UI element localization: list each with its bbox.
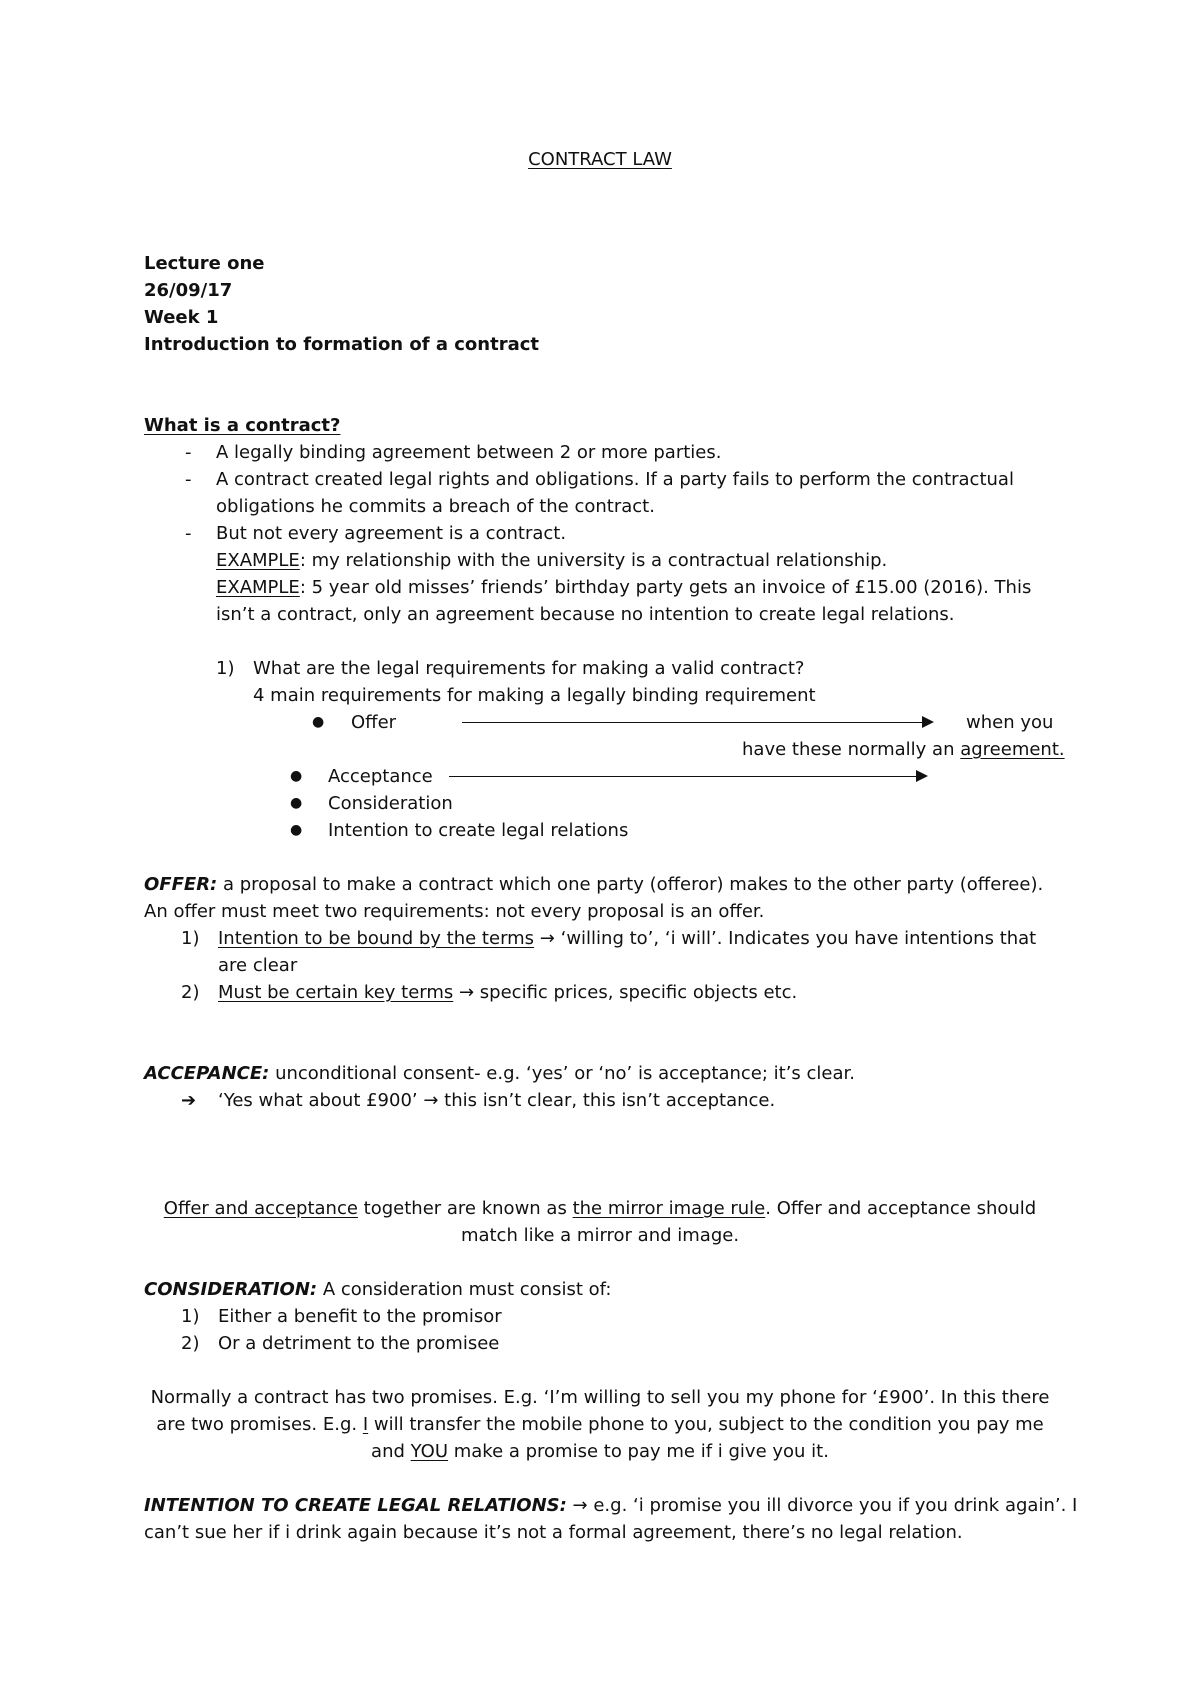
dash-bullet: - [185,442,192,463]
mirror-rule-line: Offer and acceptance together are known as the mirror image rule. Offer and acceptance should [163,1198,1037,1219]
acceptance-example: ‘Yes what about £900’ → this isn’t clear, this isn’t acceptance. [218,1090,776,1111]
requirements-note: when you [966,712,1054,733]
intention-definition: INTENTION TO CREATE LEGAL RELATIONS: → e.g. ‘i promise you ill divorce you if you drink again’. I [144,1495,1078,1516]
intention-example: can’t sue her if i drink again because it’s not a formal agreement, there’s no legal relation. [144,1522,963,1543]
requirement-item: Acceptance [328,766,433,787]
arrow-head-icon [916,770,928,782]
intention-label: INTENTION TO CREATE LEGAL RELATIONS: [144,1495,567,1516]
example-line: EXAMPLE: my relationship with the university is a contractual relationship. [216,550,888,571]
acceptance-label: ACCEPANCE: [144,1063,270,1084]
offer-requirement: Must be certain key terms → specific prices, specific objects etc. [218,982,798,1003]
list-number: 1) [181,928,200,949]
bullet-dot: ● [290,768,303,784]
example-line: isn’t a contract, only an agreement because no intention to create legal relations. [216,604,955,625]
list-number: 2) [181,982,200,1003]
week-label: Week 1 [144,307,219,328]
definition-line: A contract created legal rights and obligations. If a party fails to perform the contractual [216,469,1014,490]
consideration-label: CONSIDERATION: [144,1279,318,1300]
section-heading-what-is: What is a contract? [144,415,341,436]
requirements-note: have these normally an agreement. [742,739,1065,760]
arrow-line [462,722,924,723]
requirement-item: Consideration [328,793,453,814]
bullet-dot: ● [290,795,303,811]
definition-line: A legally binding agreement between 2 or more parties. [216,442,722,463]
consideration-item: Or a detriment to the promisee [218,1333,500,1354]
arrow-line [449,776,919,777]
dash-bullet: - [185,469,192,490]
offer-requirements-intro: An offer must meet two requirements: not every proposal is an offer. [144,901,765,922]
promises-line: and YOU make a promise to pay me if i give you it. [371,1441,829,1462]
topic-heading: Introduction to formation of a contract [144,334,540,355]
consideration-item: Either a benefit to the promisor [218,1306,502,1327]
definition-line: But not every agreement is a contract. [216,523,567,544]
example-label: EXAMPLE [216,550,300,571]
page-title: CONTRACT LAW [528,149,672,170]
promises-line: Normally a contract has two promises. E.g. ‘I’m willing to sell you my phone for ‘£900’. In this there [150,1387,1050,1408]
lecture-label: Lecture one [144,253,265,274]
requirements-question: What are the legal requirements for making a valid contract? [253,658,805,679]
mirror-rule-line: match like a mirror and image. [460,1225,740,1246]
dash-bullet: - [185,523,192,544]
offer-requirement-cont: are clear [218,955,298,976]
offer-requirement: Intention to be bound by the terms → ‘willing to’, ‘i will’. Indicates you have intentions that [218,928,1037,949]
requirements-intro: 4 main requirements for making a legally binding requirement [253,685,816,706]
list-number: 1) [181,1306,200,1327]
offer-definition: OFFER: a proposal to make a contract which one party (offeror) makes to the other party (offeree). [144,874,1044,895]
list-number: 2) [181,1333,200,1354]
requirement-item: Offer [351,712,397,733]
bullet-dot: ● [312,714,325,730]
requirement-item: Intention to create legal relations [328,820,629,841]
arrow-head-icon [922,716,934,728]
offer-label: OFFER: [144,874,218,895]
definition-line: obligations he commits a breach of the contract. [216,496,655,517]
arrow-bullet-icon: ➔ [181,1090,197,1111]
consideration-definition: CONSIDERATION: A consideration must consist of: [144,1279,612,1300]
example-line: EXAMPLE: 5 year old misses’ friends’ birthday party gets an invoice of £15.00 (2016). This [216,577,1032,598]
list-number: 1) [216,658,235,679]
example-label: EXAMPLE [216,577,300,598]
lecture-date: 26/09/17 [144,280,233,301]
acceptance-definition: ACCEPANCE: unconditional consent- e.g. ‘yes’ or ‘no’ is acceptance; it’s clear. [144,1063,855,1084]
bullet-dot: ● [290,822,303,838]
promises-line: are two promises. E.g. I will transfer the mobile phone to you, subject to the condition you pay me [156,1414,1044,1435]
